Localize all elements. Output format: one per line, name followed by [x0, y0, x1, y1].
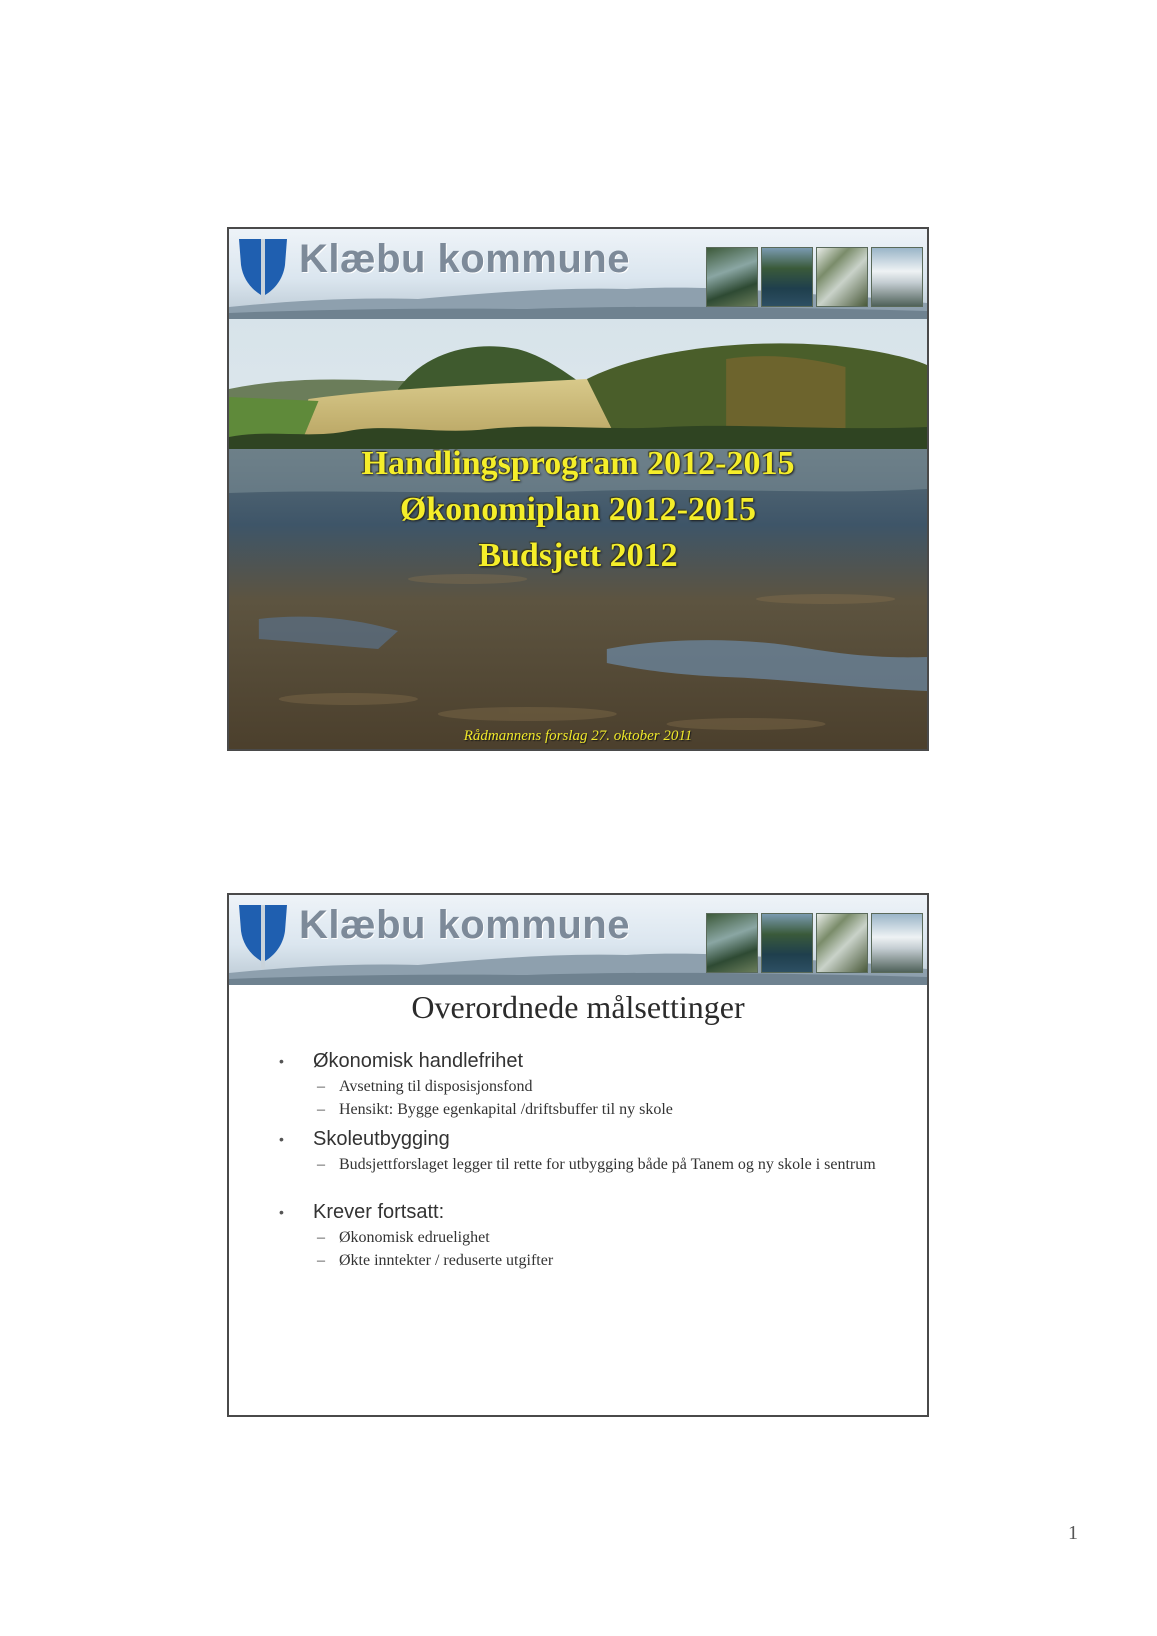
photo-thumbnail [816, 247, 868, 307]
bullet-item [279, 1125, 879, 1153]
title-line-economy-plan: Økonomiplan 2012-2015 [399, 491, 757, 528]
slide-heading: Overordnede målsettinger [411, 989, 745, 1025]
slide-header-banner [229, 895, 927, 985]
dash-icon: – [317, 1101, 325, 1118]
sub-bullet-item [279, 1075, 879, 1098]
photo-thumbnail [761, 247, 813, 307]
sub-bullet-item [279, 1153, 879, 1176]
bullet-item [279, 1047, 879, 1075]
photo-thumbnail [816, 913, 868, 973]
photo-thumbnail [871, 913, 923, 973]
bullet-icon: • [279, 1131, 284, 1147]
title-line-program: Handlingsprogram 2012-2015 [361, 445, 795, 482]
bullet-list [279, 1047, 879, 1272]
dash-icon: – [317, 1252, 325, 1269]
sub-bullet-item [279, 1249, 879, 1272]
sub-bullet-text: Økonomisk edruelighet [339, 1229, 490, 1246]
slide-header-banner [229, 229, 927, 319]
bullet-text: Skoleutbygging [313, 1128, 450, 1150]
coat-of-arms-icon [237, 235, 289, 307]
sub-bullet-text: Hensikt: Bygge egenkapital /driftsbuffer til ny skole [339, 1101, 673, 1118]
sub-bullet-item [279, 1098, 879, 1121]
dash-icon: – [317, 1078, 325, 1095]
sub-bullet-text: Økte inntekter / reduserte utgifter [339, 1252, 554, 1269]
coat-of-arms-icon [237, 901, 289, 973]
bullet-icon: • [279, 1053, 284, 1069]
sub-bullet-item [279, 1226, 879, 1249]
bullet-icon: • [279, 1204, 284, 1220]
photo-strip [706, 247, 923, 307]
dash-icon: – [317, 1156, 325, 1173]
sub-bullet-text: Avsetning til disposisjonsfond [339, 1078, 533, 1095]
bullet-text: Økonomisk handlefrihet [313, 1050, 524, 1072]
photo-thumbnail [706, 247, 758, 307]
page-number: 1 [1068, 1522, 1078, 1544]
presentation-subtitle: Rådmannens forslag 27. oktober 2011 [463, 728, 693, 744]
presentation-title [229, 441, 927, 579]
bullet-text: Krever fortsatt: [313, 1201, 445, 1223]
photo-thumbnail [761, 913, 813, 973]
title-slide [227, 227, 929, 751]
sub-bullet-text: Budsjettforslaget legger til rette for utbygging både på Tanem og ny skole i sentrum [339, 1156, 876, 1173]
photo-strip [706, 913, 923, 973]
dash-icon: – [317, 1229, 325, 1246]
photo-thumbnail [871, 247, 923, 307]
photo-thumbnail [706, 913, 758, 973]
goals-slide [227, 893, 929, 1417]
bullet-item [279, 1198, 879, 1226]
brand-name: Klæbu kommune [299, 237, 630, 281]
brand-name: Klæbu kommune [299, 903, 630, 947]
title-line-budget: Budsjett 2012 [478, 537, 678, 574]
